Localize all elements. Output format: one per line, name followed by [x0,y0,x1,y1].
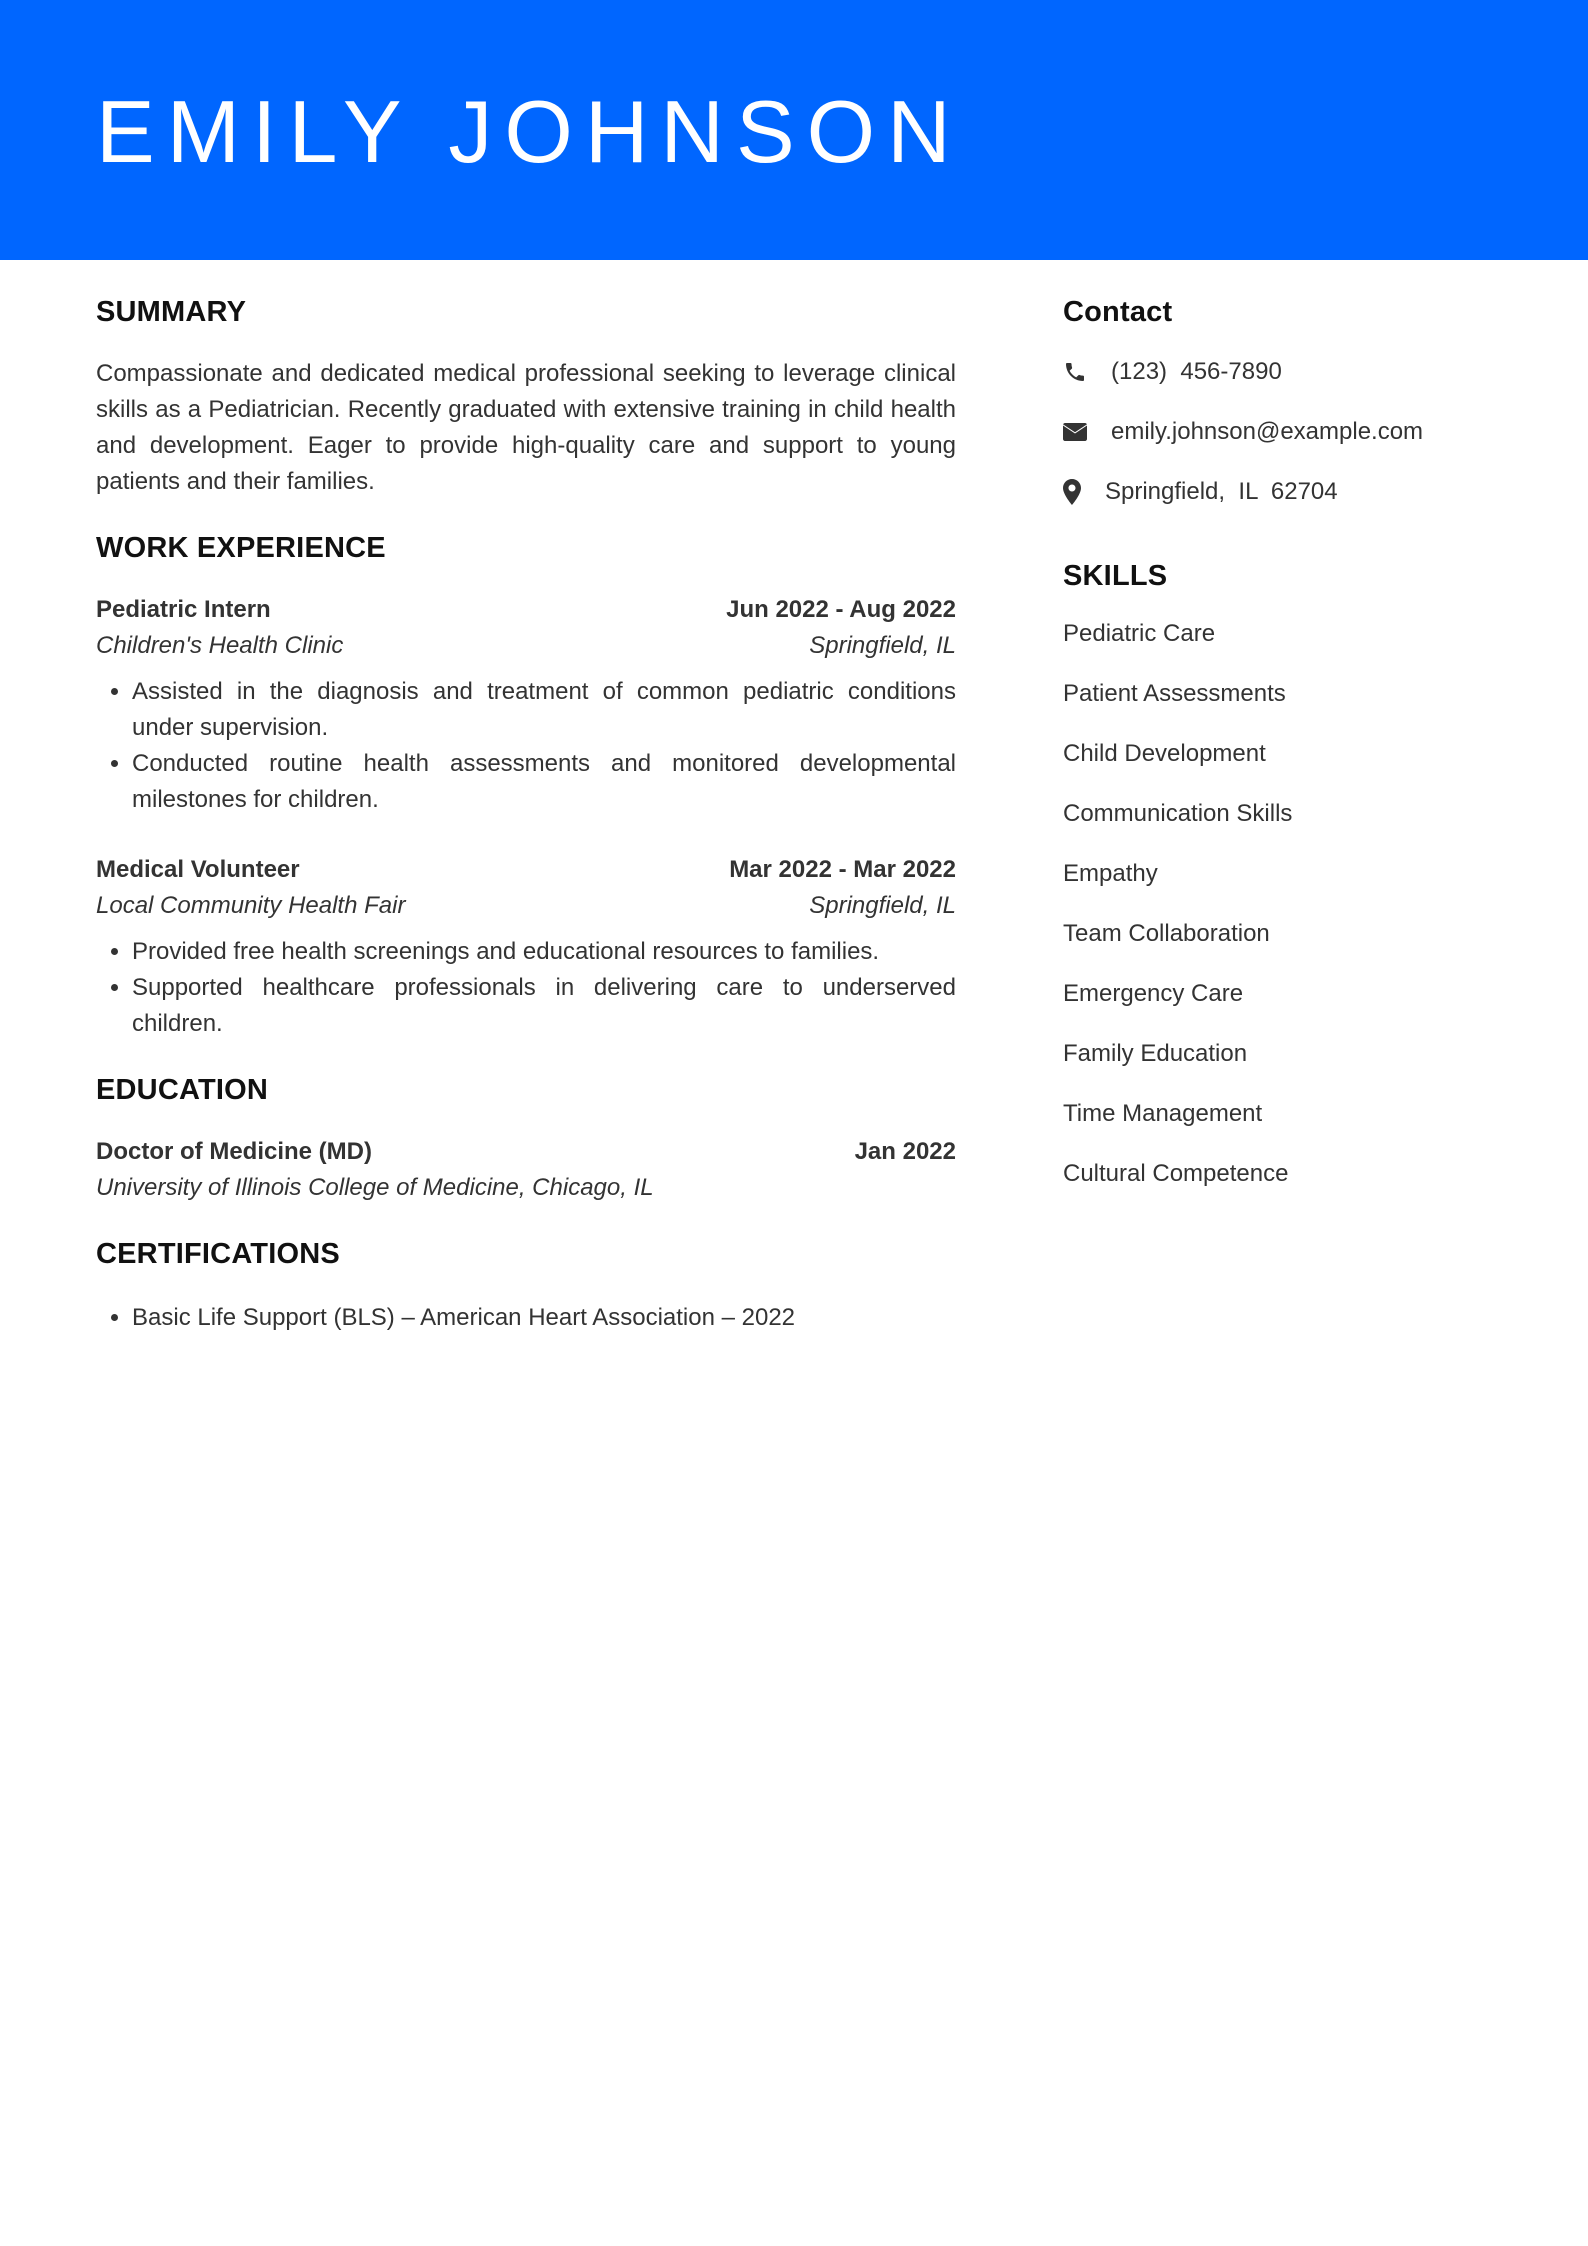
skill-item: Patient Assessments [1063,680,1286,707]
education-entry [96,1134,956,1206]
job-location: Springfield, IL [809,892,956,919]
education-heading: EDUCATION [96,1074,269,1106]
skill-item: Cultural Competence [1063,1160,1289,1187]
contact-phone [1063,354,1523,390]
job-bullet: • Assisted in the diagnosis and treatment of common pediatric conditions under supervision. [132,674,956,746]
job-bullet: • Conducted routine health assessments and monitored developmental milestones for children. [132,746,956,818]
contact-location [1063,474,1523,510]
skill-item: Child Development [1063,740,1266,767]
certification-item: • Basic Life Support (BLS) – American Heart Association – 2022 [132,1300,956,1336]
phone-icon [1063,359,1089,385]
skill-item: Communication Skills [1063,800,1293,827]
map-marker-icon [1063,479,1087,505]
skill-item: Emergency Care [1063,980,1244,1007]
skill-item: Pediatric Care [1063,620,1216,647]
location-text: Springfield, IL 62704 [1105,478,1338,505]
certifications-section [96,1232,956,1336]
skills-list [1063,616,1523,1192]
school: University of Illinois College of Medicine, Chicago, IL [96,1174,654,1201]
skill-item: Time Management [1063,1100,1263,1127]
job-entry [96,852,956,1042]
envelope-icon [1063,419,1089,445]
skills-section [1063,554,1523,1192]
summary-text: Compassionate and dedicated medical professional seeking to leverage clinical skills as a Pediatrician. Recently graduated with extensive training in child health and development. Eager to provide high-quality care and support to young patients and their families. [96,360,956,495]
summary-heading: SUMMARY [96,296,247,328]
work-experience-section [96,526,956,1042]
certifications-heading: CERTIFICATIONS [96,1238,340,1270]
job-role: Medical Volunteer [96,856,300,883]
contact-section [1063,290,1523,510]
job-entry [96,592,956,818]
summary-section [96,290,956,500]
skill-item: Team Collaboration [1063,920,1270,947]
job-organization: Children's Health Clinic [96,632,344,659]
degree: Doctor of Medicine (MD) [96,1138,372,1165]
contact-heading: Contact [1063,296,1173,328]
job-dates: Jun 2022 - Aug 2022 [726,596,956,623]
job-dates: Mar 2022 - Mar 2022 [729,856,956,883]
candidate-name: EMILY JOHNSON [96,82,963,181]
job-bullets [96,674,956,818]
certifications-list [96,1300,956,1336]
job-location: Springfield, IL [809,632,956,659]
job-bullet: • Supported healthcare professionals in delivering care to underserved children. [132,970,956,1042]
skill-item: Empathy [1063,860,1158,887]
header-banner [0,0,1588,260]
job-role: Pediatric Intern [96,596,271,623]
degree-date: Jan 2022 [854,1138,956,1165]
sidebar [1063,290,1523,1216]
job-organization: Local Community Health Fair [96,892,406,919]
job-bullet: • Provided free health screenings and educational resources to families. [132,934,956,970]
work-experience-heading: WORK EXPERIENCE [96,532,386,564]
skills-heading: SKILLS [1063,560,1168,592]
skill-item: Family Education [1063,1040,1248,1067]
main-column [96,290,956,1336]
education-section [96,1068,956,1206]
email-address[interactable]: emily.johnson@example.com [1111,418,1424,445]
phone-number[interactable]: (123) 456-7890 [1111,358,1282,385]
contact-email [1063,414,1523,450]
job-bullets [96,934,956,1042]
